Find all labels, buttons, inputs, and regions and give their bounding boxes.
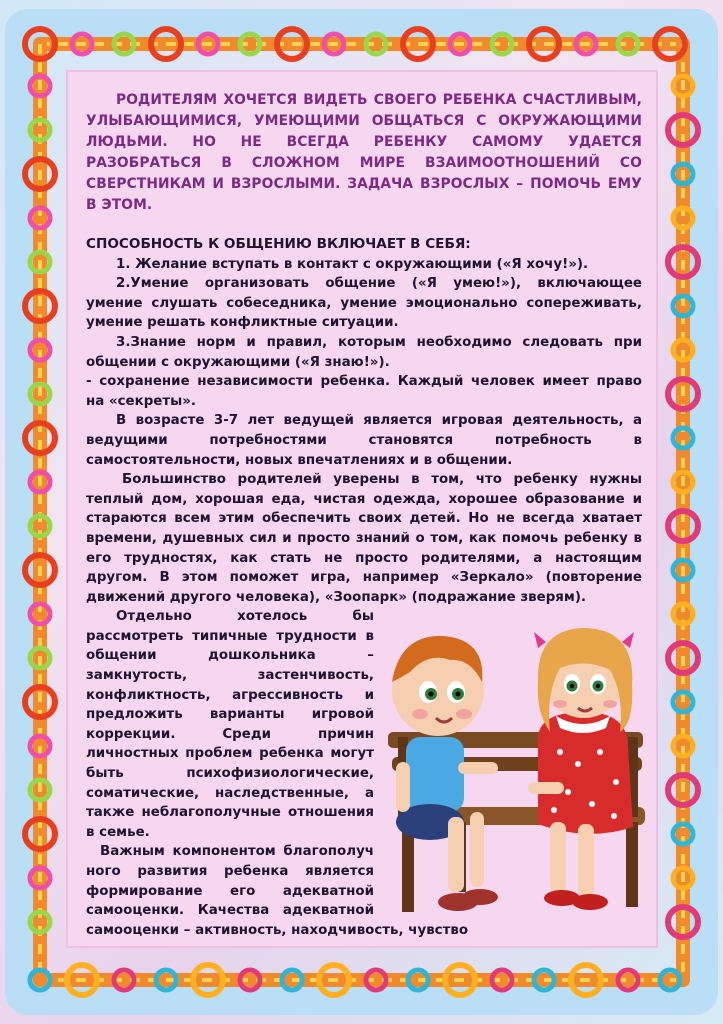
secrets-paragraph: - сохранение независимости ребенка. Каждый человек имеет право на «секреты». (86, 374, 642, 409)
list-item-3: 3.Знание норм и правил, которым необходимо следовать при общении с окружающими («Я знаю!»). (86, 334, 642, 370)
list-item-1: 1. Желание вступать в контакт с окружающими («Я хочу!»). (116, 256, 589, 272)
section-heading: СПОСОБНОСТЬ К ОБЩЕНИЮ ВКЛЮЧАЕТ В СЕБЯ: (86, 236, 471, 252)
self-esteem-paragraph: Важным компонентом благополуч ного развития ребенка является формирование его адекватной самооценки. Качества адекватной самооценки – активность, находчивость, чувство (86, 844, 469, 938)
list-item-2: 2.Умение организовать общение («Я умею!»), включающее умение слушать собеседника, умение эмоционально сопереживать, умение решать конфликтные ситуации. (86, 276, 642, 331)
intro-paragraph: РОДИТЕЛЯМ ХОЧЕТСЯ ВИДЕТЬ СВОЕГО РЕБЕНКА СЧАСТЛИВЫМ, УЛЫБАЮЩИМИСЯ, УМЕЮЩИМИ ОБЩАТЬСЯ С ОКРУЖАЮЩИМИ ЛЮДЬМИ. НО НЕ ВСЕГДА РЕБЕНКУ САМОМУ УДАЕТСЯ РАЗОБРАТЬСЯ В СЛОЖНОМ МИРЕ ВЗАИМООТНОШЕНИЙ СО СВЕРСТНИКАМ И ВЗРОСЛЫМИ. ЗАДАЧА ВЗРОСЛЫХ – ПОМОЧЬ ЕМУ В ЭТОМ. (86, 92, 642, 213)
age-paragraph: В возрасте 3-7 лет ведущей является игровая деятельность, а ведущими потребностями становятся потребность в самостоятельности, новых впечатлениях и в общении. (86, 413, 642, 468)
girl-figure (528, 628, 634, 910)
difficulties-paragraph: Отдельно хотелось бы рассмотреть типичные трудности в общении дошкольника – замкнутость, застенчивость, конфликтность, агрессивность и предложить варианты игровой коррекции. Среди причин личностных проблем ребенка могут быть психофизиологические, соматические, наследственные, а также неблагополучные отношения в семье. (86, 609, 374, 840)
parents-paragraph: Большинство родителей уверены в том, что ребенку нужны теплый дом, хорошая еда, чистая одежда, хорошее образование и стараются всем этим обеспечить своих детей. Но не всегда хватает времени, душевных сил и просто знаний о том, как помочь ребенку в его трудностях, как стать не просто родителями, а настоящим другом. В этом поможет игра, например «Зеркало» (повторение движений другого человека), «Зоопарк» (подражание зверям). (86, 472, 642, 605)
children-on-bench-icon (378, 612, 658, 942)
